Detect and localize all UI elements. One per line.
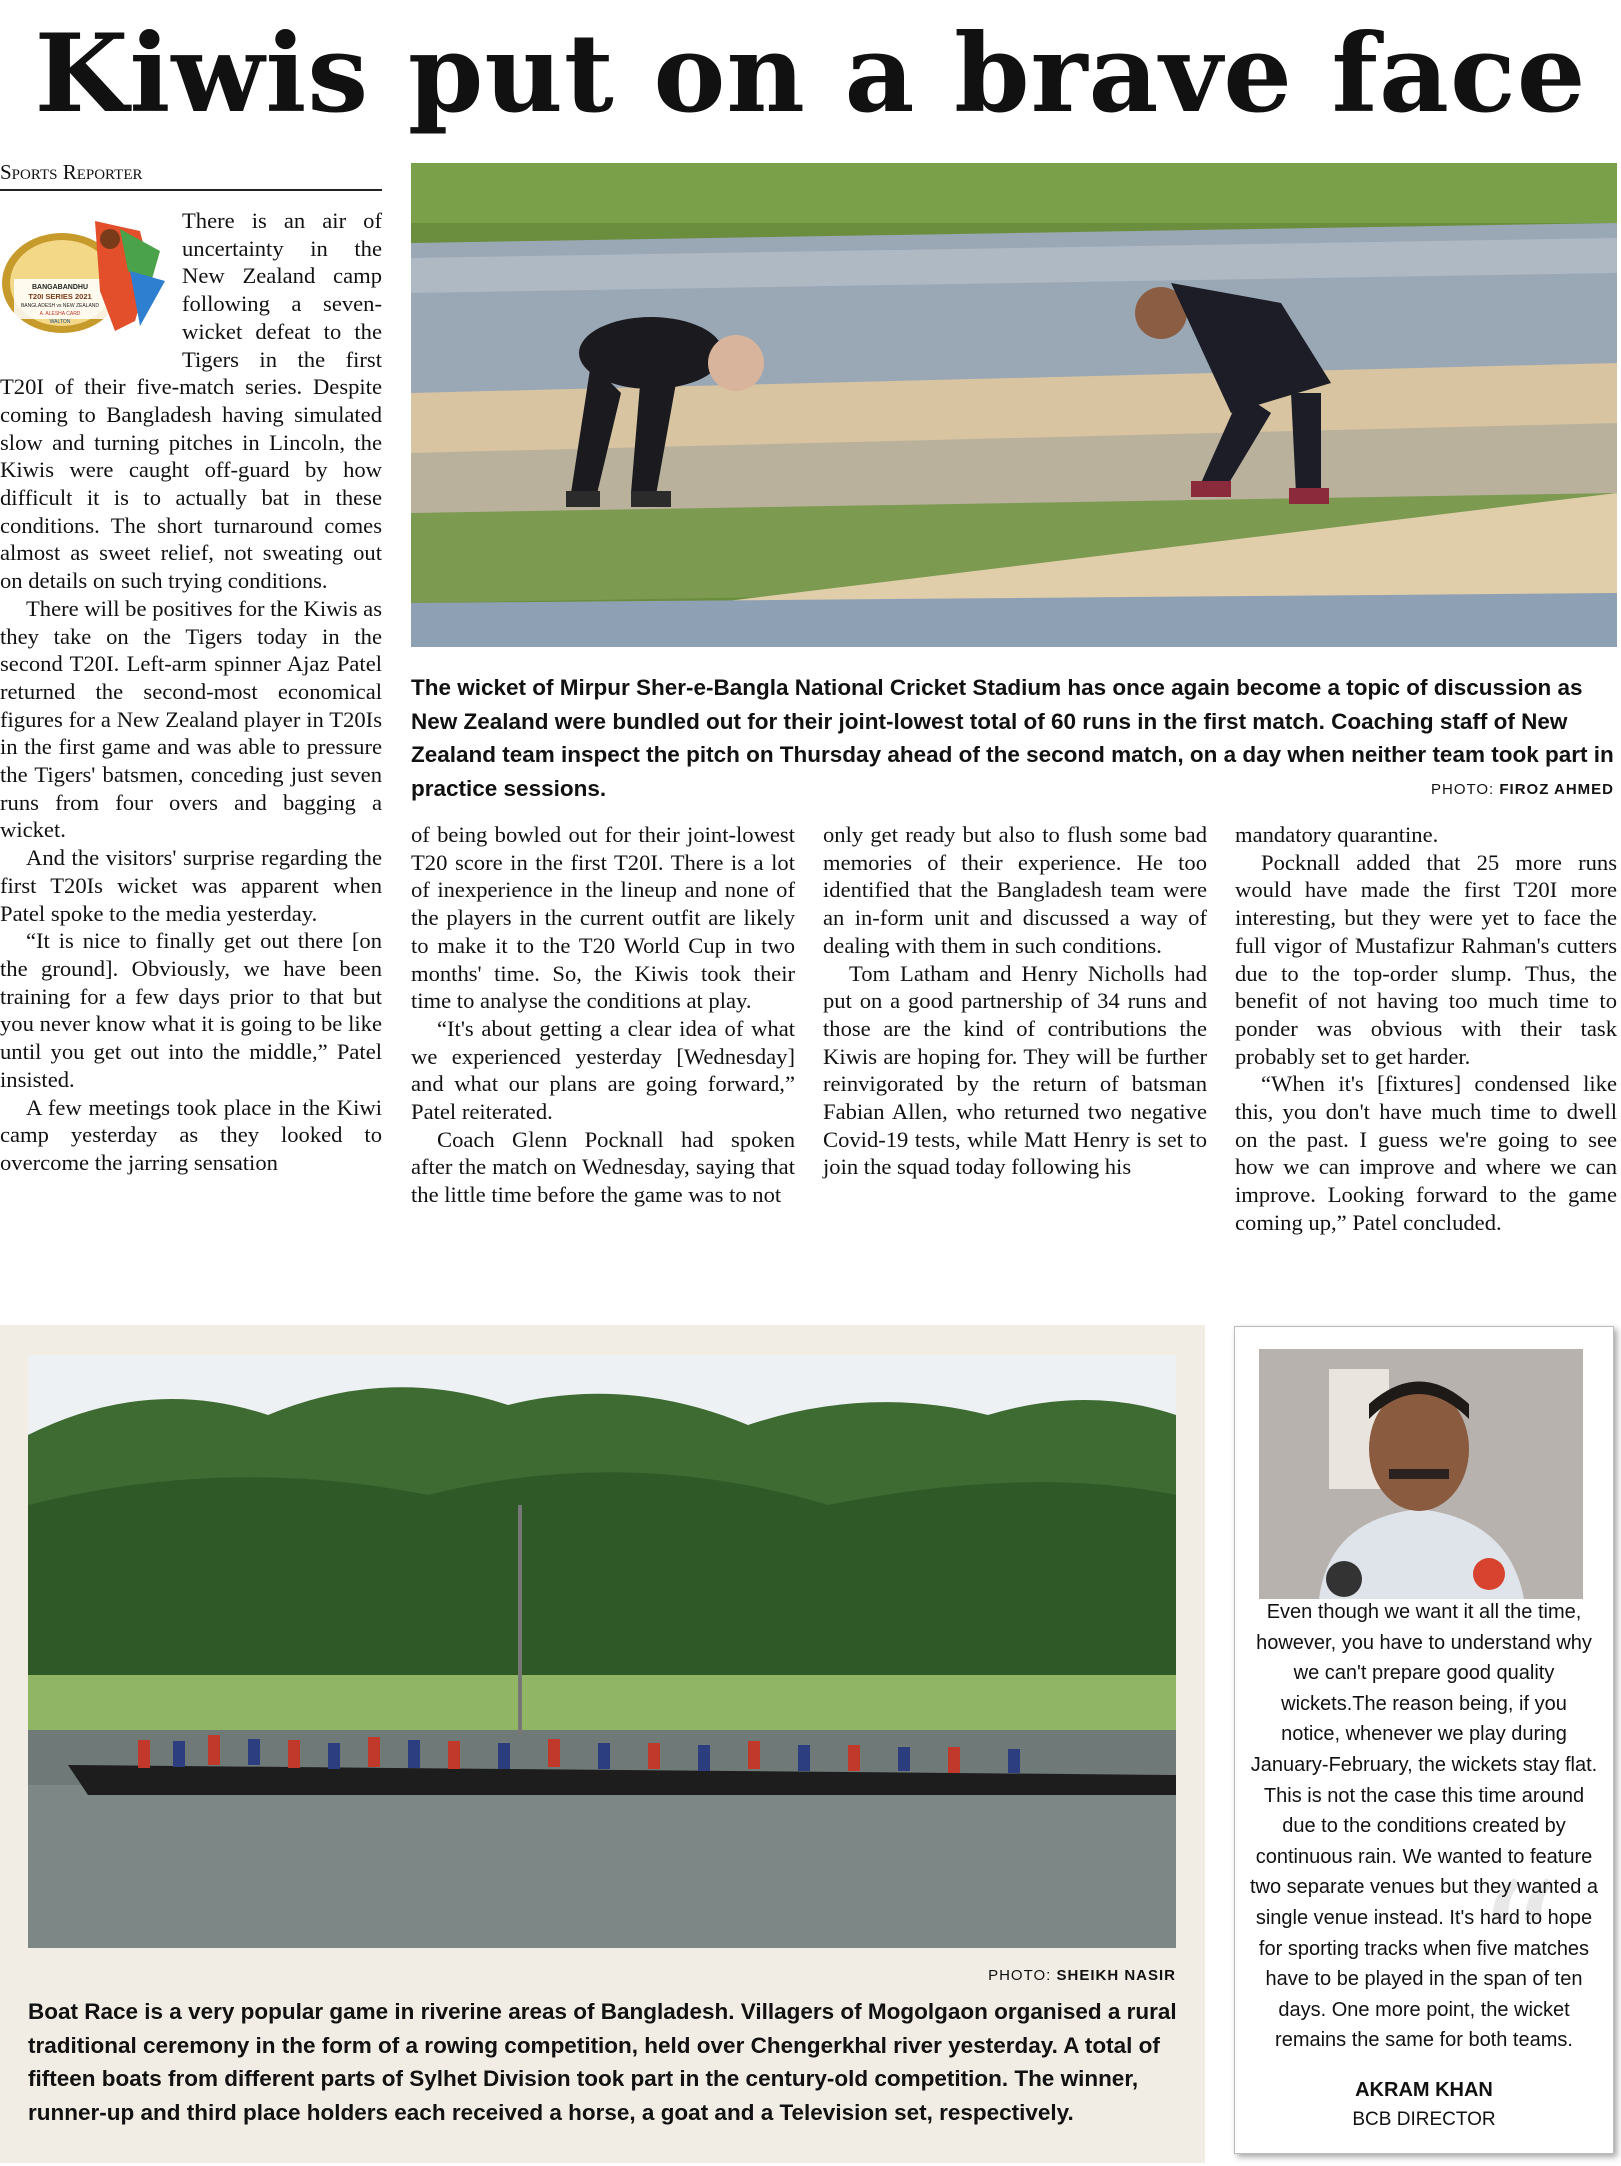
boat-race-photo	[28, 1355, 1176, 1948]
col1-para-3: And the visitors' surprise regarding the first T20Is wicket was apparent when Patel spoke to the media yesterday.	[0, 845, 382, 926]
boat-photo-credit-label: PHOTO:	[988, 1967, 1052, 1984]
col1-para-4: “It is nice to finally get out there [on the ground]. Obviously, we have been training for a few days prior to that but you never know what it is going to be like until you get out into the middle,” Patel insisted.	[0, 928, 382, 1092]
boat-photo-caption: Boat Race is a very popular game in riverine areas of Bangladesh. Villagers of Mogolgaon organised a rural traditional ceremony in the form of a rowing competition, held over Chengerkhal river yesterday. A total of fifteen boats from different parts of Sylhet Division took part in the century-old competition. The winner, runner-up and third place holders each received a horse, a goat and a Television set, respectively.	[28, 1999, 1177, 2125]
article-column-3	[823, 821, 1207, 1181]
logo-text-4: A. ALESHA CARD	[39, 311, 81, 317]
logo-text-2: T20I SERIES 2021	[28, 292, 92, 301]
main-photo-credit-name: FIROZ AHMED	[1499, 781, 1614, 798]
quote-mark-icon: “	[1475, 1847, 1562, 2045]
headline: Kiwis put on a brave face	[34, 11, 1587, 137]
article-column-4	[1235, 821, 1617, 1237]
main-photo-credit	[1404, 781, 1614, 798]
quote-text: Even though we want it all the time, however, you have to understand why we can't prepare good quality wickets.The reason being, if you notice, whenever we play during January-February, the wickets stay flat. This is not the case this time around due to the conditions created by continuous rain. We wanted to feature two separate venues but they wanted a single venue instead. It's hard to hope for sporting tracks when five matches have to be played in the span of ten days. One more point, the wicket remains the same for both teams.	[1249, 1601, 1598, 2052]
akram-khan-photo	[1259, 1349, 1583, 1599]
quote-person-role: BCB DIRECTOR	[1352, 2109, 1496, 2130]
series-logo	[0, 211, 172, 343]
col2-para-2: “It's about getting a clear idea of what we experienced yesterday [Wednesday] and what our plans are going forward,” Patel reiterated.	[411, 1015, 795, 1125]
byline: Sports Reporter	[0, 160, 382, 191]
col4-para-1: mandatory quarantine.	[1235, 822, 1439, 847]
col3-para-2: Tom Latham and Henry Nicholls had put on a good partnership of 34 runs and those are the kind of contributions the Kiwis are hoping for. They will be further reinvigorated by the return of batsman Fabian Allen, who returned two negative Covid-19 tests, while Matt Henry is set to join the squad today following his	[823, 960, 1207, 1180]
quote-box	[1234, 1326, 1614, 2154]
main-photo-pitch-inspection	[411, 163, 1617, 647]
col1-para-1: There is an air of uncertainty in the New Zealand camp following a seven-wicket defeat to the Tigers in the first T20I of their five-match series. Despite coming to Bangladesh having simulated slow and turning pitches in Lincoln, the Kiwis were caught off-guard by how difficult it is to actually bat in these conditions. The short turnaround comes almost as sweet relief, not sweating out on details on such trying conditions.	[0, 208, 382, 594]
boat-photo-credit-name: SHEIKH NASIR	[1056, 1967, 1176, 1984]
boat-photo-credit	[930, 1967, 1176, 1984]
article-column-1	[0, 207, 382, 1177]
logo-text-3: BANGLADESH vs NEW ZEALAND	[20, 303, 100, 309]
article-column-2	[411, 821, 795, 1209]
main-photo-credit-label: PHOTO:	[1430, 781, 1495, 798]
col1-para-5: A few meetings took place in the Kiwi camp yesterday as they looked to overcome the jarring sensation	[0, 1094, 382, 1175]
col2-para-3: Coach Glenn Pocknall had spoken after the match on Wednesday, saying that the little time before the game was to not	[411, 1126, 795, 1208]
logo-text-1: BANGABANDHU	[32, 284, 88, 291]
main-photo-caption: The wicket of Mirpur Sher-e-Bangla National Cricket Stadium has once again become a topic of discussion as New Zealand were bundled out for their joint-lowest total of 60 runs in the first match. Coaching staff of New Zealand team inspect the pitch on Thursday ahead of the second match, on a day when neither team took part in practice sessions.	[411, 675, 1614, 801]
quote-person-name: AKRAM KHAN	[1355, 2079, 1493, 2101]
col4-para-2: Pocknall added that 25 more runs would have made the first T20I more interesting, but they were yet to face the full vigor of Mustafizur Rahman's cutters due to the top-order slump. Thus, the benefit of not having too much time to ponder was obvious with their task probably set to get harder.	[1235, 849, 1617, 1069]
boat-race-panel	[0, 1325, 1205, 2163]
col2-para-1: of being bowled out for their joint-lowest T20 score in the first T20I. There is a lot of inexperience in the lineup and none of the players in the current outfit are likely to make it to the T20 World Cup in two months' time. So, the Kiwis took their time to analyse the conditions at play.	[411, 822, 795, 1014]
col4-para-3: “When it's [fixtures] condensed like this, you don't have much time to dwell on the past. I guess we're going to see how we can improve and where we can improve. Looking forward to the game coming up,” Patel concluded.	[1235, 1071, 1617, 1235]
col3-para-1: only get ready but also to flush some bad memories of their experience. He too identified that the Bangladesh team were an in-form unit and discussed a way of dealing with them in such conditions.	[823, 822, 1207, 958]
col1-para-2: There will be positives for the Kiwis as they take on the Tigers today in the second T20I. Left-arm spinner Ajaz Patel returned the second-most economical figures for a New Zealand player in T20Is in the first game and was able to pressure the Tigers' batsmen, conceding just seven runs from four overs and bagging a wicket.	[0, 595, 382, 843]
logo-text-5: WALTON	[49, 319, 71, 325]
